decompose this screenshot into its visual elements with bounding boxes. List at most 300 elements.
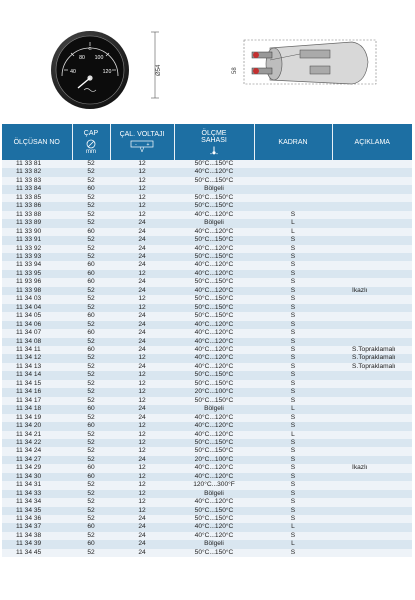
cell-dial: S xyxy=(254,498,332,506)
cell-product-no: 11 34 17 xyxy=(2,397,72,405)
cell-measure-range: 40°C...120°C xyxy=(174,473,254,481)
table-row xyxy=(2,270,412,278)
cell-product-no: 11 34 12 xyxy=(2,354,72,362)
table-header-row xyxy=(2,124,412,160)
cell-measure-range: 40°C...120°C xyxy=(174,414,254,422)
cell-diameter: 60 xyxy=(72,312,110,320)
table-row xyxy=(2,202,412,210)
cell-dial: S xyxy=(254,295,332,303)
cell-measure-range: 50°C...150°C xyxy=(174,380,254,388)
table-row xyxy=(2,507,412,515)
cell-dial xyxy=(254,177,332,185)
table-row xyxy=(2,304,412,312)
cell-dial: L xyxy=(254,540,332,548)
table-row xyxy=(2,236,412,244)
cell-description xyxy=(332,481,412,489)
cell-description xyxy=(332,295,412,303)
table-row xyxy=(2,287,412,295)
cell-description xyxy=(332,168,412,176)
cell-diameter: 60 xyxy=(72,185,110,193)
cell-measure-range: 50°C...150°C xyxy=(174,177,254,185)
cell-description xyxy=(332,439,412,447)
cell-product-no: 11 34 08 xyxy=(2,338,72,346)
cell-description xyxy=(332,329,412,337)
cell-diameter: 60 xyxy=(72,346,110,354)
cell-diameter: 52 xyxy=(72,431,110,439)
cell-voltage: 12 xyxy=(110,481,174,489)
cell-product-no: 11 93 96 xyxy=(2,278,72,286)
cell-diameter: 52 xyxy=(72,245,110,253)
cell-description xyxy=(332,532,412,540)
cell-diameter: 52 xyxy=(72,532,110,540)
cell-voltage: 12 xyxy=(110,354,174,362)
cell-description xyxy=(332,160,412,168)
cell-diameter: 52 xyxy=(72,177,110,185)
cell-description xyxy=(332,312,412,320)
cell-description xyxy=(332,397,412,405)
cell-voltage: 12 xyxy=(110,270,174,278)
header-description: AÇIKLAMA xyxy=(332,124,412,160)
table-row xyxy=(2,211,412,219)
table-row xyxy=(2,261,412,269)
cell-voltage: 12 xyxy=(110,490,174,498)
cell-dial xyxy=(254,185,332,193)
cell-diameter: 52 xyxy=(72,380,110,388)
cell-product-no: 11 34 45 xyxy=(2,549,72,557)
cell-description: İkazlı xyxy=(332,287,412,295)
svg-text:-: - xyxy=(135,141,137,148)
table-row xyxy=(2,321,412,329)
cell-description xyxy=(332,540,412,548)
table-row xyxy=(2,464,412,472)
cell-measure-range: 50°C...150°C xyxy=(174,304,254,312)
table-row xyxy=(2,295,412,303)
cell-voltage: 12 xyxy=(110,185,174,193)
cell-measure-range: 50°C...150°C xyxy=(174,312,254,320)
cell-product-no: 11 34 20 xyxy=(2,422,72,430)
cell-product-no: 11 34 05 xyxy=(2,312,72,320)
cell-description xyxy=(332,270,412,278)
cell-measure-range: 40°C...120°C xyxy=(174,287,254,295)
cell-product-no: 11 34 15 xyxy=(2,380,72,388)
header-product-no: ÖLÇÜSAN NO xyxy=(2,124,72,160)
gauge-side-view-image xyxy=(240,30,380,100)
cell-voltage: 12 xyxy=(110,168,174,176)
cell-description xyxy=(332,414,412,422)
cell-dial: S xyxy=(254,236,332,244)
gauge-top-mark: C xyxy=(88,46,92,51)
cell-product-no: 11 33 90 xyxy=(2,228,72,236)
table-row xyxy=(2,380,412,388)
cell-dial: S xyxy=(254,380,332,388)
cell-diameter: 52 xyxy=(72,456,110,464)
table-row xyxy=(2,515,412,523)
cell-description xyxy=(332,549,412,557)
header-dial: KADRAN xyxy=(254,124,332,160)
cell-diameter: 60 xyxy=(72,464,110,472)
cell-dial: S xyxy=(254,245,332,253)
header-diameter: ÇAP mm xyxy=(72,124,110,160)
cell-measure-range: 40°C...120°C xyxy=(174,228,254,236)
cell-diameter: 60 xyxy=(72,228,110,236)
cell-dial: S xyxy=(254,490,332,498)
cell-dial: S xyxy=(254,321,332,329)
cell-measure-range: 50°C...150°C xyxy=(174,515,254,523)
cell-dial: S xyxy=(254,397,332,405)
cell-product-no: 11 34 39 xyxy=(2,540,72,548)
cell-product-no: 11 34 38 xyxy=(2,532,72,540)
cell-diameter: 52 xyxy=(72,160,110,168)
table-body xyxy=(2,160,412,557)
cell-dial: S xyxy=(254,439,332,447)
cell-product-no: 11 34 14 xyxy=(2,371,72,379)
cell-dial: S xyxy=(254,304,332,312)
cell-dial: S xyxy=(254,515,332,523)
cell-measure-range: 40°C...120°C xyxy=(174,261,254,269)
table-row xyxy=(2,253,412,261)
cell-product-no: 11 34 16 xyxy=(2,388,72,396)
table-row xyxy=(2,549,412,557)
cell-voltage: 24 xyxy=(110,515,174,523)
cell-diameter: 52 xyxy=(72,168,110,176)
cell-diameter: 52 xyxy=(72,490,110,498)
cell-dial: S xyxy=(254,287,332,295)
cell-description xyxy=(332,185,412,193)
table-row xyxy=(2,329,412,337)
cell-measure-range: 40°C...120°C xyxy=(174,498,254,506)
table-row xyxy=(2,338,412,346)
cell-description xyxy=(332,388,412,396)
cell-product-no: 11 33 82 xyxy=(2,168,72,176)
table-row xyxy=(2,177,412,185)
table-row xyxy=(2,160,412,168)
cell-diameter: 52 xyxy=(72,388,110,396)
cell-dial: S xyxy=(254,329,332,337)
cell-measure-range: 40°C...120°C xyxy=(174,211,254,219)
cell-voltage: 24 xyxy=(110,287,174,295)
cell-voltage: 24 xyxy=(110,245,174,253)
cell-diameter: 60 xyxy=(72,405,110,413)
cell-dial xyxy=(254,160,332,168)
cell-dial xyxy=(254,194,332,202)
cell-measure-range: 50°C...150°C xyxy=(174,253,254,261)
cell-voltage: 24 xyxy=(110,540,174,548)
cell-measure-range: 40°C...120°C xyxy=(174,363,254,371)
cell-description xyxy=(332,194,412,202)
cell-voltage: 12 xyxy=(110,304,174,312)
cell-measure-range: 50°C...150°C xyxy=(174,295,254,303)
cell-voltage: 24 xyxy=(110,253,174,261)
cell-description xyxy=(332,498,412,506)
cell-dial: S xyxy=(254,549,332,557)
table-row xyxy=(2,540,412,548)
table-row xyxy=(2,439,412,447)
table-row xyxy=(2,228,412,236)
table-row xyxy=(2,194,412,202)
cell-product-no: 11 33 98 xyxy=(2,287,72,295)
thermometer-icon xyxy=(209,146,219,155)
product-illustration-area xyxy=(0,0,415,120)
cell-voltage: 12 xyxy=(110,371,174,379)
cell-diameter: 60 xyxy=(72,523,110,531)
cell-measure-range: 50°C...150°C xyxy=(174,447,254,455)
cell-measure-range: 40°C...120°C xyxy=(174,422,254,430)
cell-measure-range: 40°C...120°C xyxy=(174,245,254,253)
cell-voltage: 12 xyxy=(110,202,174,210)
cell-description xyxy=(332,490,412,498)
cell-description xyxy=(332,338,412,346)
cell-product-no: 11 33 88 xyxy=(2,211,72,219)
cell-dial: S xyxy=(254,422,332,430)
cell-voltage: 24 xyxy=(110,523,174,531)
cell-voltage: 12 xyxy=(110,498,174,506)
table-row xyxy=(2,447,412,455)
cell-diameter: 52 xyxy=(72,304,110,312)
cell-product-no: 11 34 07 xyxy=(2,329,72,337)
cell-voltage: 24 xyxy=(110,228,174,236)
cell-description xyxy=(332,177,412,185)
cell-measure-range: 50°C...150°C xyxy=(174,371,254,379)
cell-description: S.Topraklamalı xyxy=(332,363,412,371)
cell-voltage: 24 xyxy=(110,549,174,557)
cell-measure-range: Bölgeli xyxy=(174,219,254,227)
cell-dial: S xyxy=(254,481,332,489)
table-row xyxy=(2,388,412,396)
cell-voltage: 24 xyxy=(110,346,174,354)
cell-measure-range: 40°C...120°C xyxy=(174,431,254,439)
cell-measure-range: 40°C...120°C xyxy=(174,168,254,176)
cell-product-no: 11 34 35 xyxy=(2,507,72,515)
cell-voltage: 24 xyxy=(110,236,174,244)
cell-description xyxy=(332,211,412,219)
cell-diameter: 52 xyxy=(72,507,110,515)
cell-measure-range: 20°C...100°C xyxy=(174,456,254,464)
cell-product-no: 11 34 21 xyxy=(2,431,72,439)
cell-description xyxy=(332,261,412,269)
cell-product-no: 11 34 04 xyxy=(2,304,72,312)
cell-dial: S xyxy=(254,346,332,354)
cell-dial: S xyxy=(254,312,332,320)
cell-voltage: 12 xyxy=(110,464,174,472)
cell-product-no: 11 34 36 xyxy=(2,515,72,523)
cell-dial: S xyxy=(254,338,332,346)
cell-diameter: 52 xyxy=(72,481,110,489)
cell-description: S.Topraklamalı xyxy=(332,346,412,354)
cell-diameter: 52 xyxy=(72,202,110,210)
table-row xyxy=(2,312,412,320)
cell-measure-range: 40°C...120°C xyxy=(174,338,254,346)
cell-product-no: 11 34 06 xyxy=(2,321,72,329)
cell-voltage: 12 xyxy=(110,380,174,388)
cell-description xyxy=(332,304,412,312)
cell-dial: L xyxy=(254,405,332,413)
table-row xyxy=(2,414,412,422)
cell-measure-range: 50°C...150°C xyxy=(174,194,254,202)
cell-voltage: 12 xyxy=(110,211,174,219)
cell-measure-range: 120°C...300°F xyxy=(174,481,254,489)
cell-voltage: 12 xyxy=(110,439,174,447)
cell-product-no: 11 33 83 xyxy=(2,177,72,185)
cell-product-no: 11 34 03 xyxy=(2,295,72,303)
cell-diameter: 52 xyxy=(72,363,110,371)
cell-diameter: 52 xyxy=(72,447,110,455)
cell-product-no: 11 33 92 xyxy=(2,245,72,253)
cell-dial: S xyxy=(254,261,332,269)
cell-dial: S xyxy=(254,456,332,464)
cell-description xyxy=(332,380,412,388)
cell-dial xyxy=(254,168,332,176)
cell-dial: L xyxy=(254,431,332,439)
cell-description xyxy=(332,202,412,210)
cell-diameter: 52 xyxy=(72,515,110,523)
battery-icon xyxy=(130,140,154,148)
cell-diameter: 52 xyxy=(72,211,110,219)
table-row xyxy=(2,523,412,531)
table-row xyxy=(2,481,412,489)
gauge-scale-label: 120 xyxy=(102,69,112,75)
cell-diameter: 52 xyxy=(72,549,110,557)
cell-dial: S xyxy=(254,363,332,371)
cell-diameter: 52 xyxy=(72,414,110,422)
cell-measure-range: 40°C...120°C xyxy=(174,354,254,362)
cell-voltage: 24 xyxy=(110,219,174,227)
header-voltage: ÇAL. VOLTAJI - + V xyxy=(110,124,174,160)
table-row xyxy=(2,473,412,481)
cell-product-no: 11 33 86 xyxy=(2,202,72,210)
cell-measure-range: 40°C...120°C xyxy=(174,321,254,329)
cell-product-no: 11 34 11 xyxy=(2,346,72,354)
cell-dial: S xyxy=(254,532,332,540)
cell-description xyxy=(332,447,412,455)
cell-diameter: 60 xyxy=(72,473,110,481)
cell-dial: S xyxy=(254,270,332,278)
cell-measure-range: 50°C...150°C xyxy=(174,160,254,168)
cell-voltage: 24 xyxy=(110,312,174,320)
temperature-gauge-front-image xyxy=(40,26,148,112)
cell-measure-range: 50°C...150°C xyxy=(174,397,254,405)
cell-dial: L xyxy=(254,228,332,236)
svg-text:+: + xyxy=(146,141,150,148)
cell-voltage: 12 xyxy=(110,447,174,455)
cell-voltage: 24 xyxy=(110,321,174,329)
cell-voltage: 12 xyxy=(110,295,174,303)
table-row xyxy=(2,397,412,405)
cell-measure-range: 40°C...120°C xyxy=(174,464,254,472)
cell-description xyxy=(332,371,412,379)
table-row xyxy=(2,532,412,540)
cell-measure-range: 40°C...120°C xyxy=(174,346,254,354)
cell-product-no: 11 34 37 xyxy=(2,523,72,531)
cell-dial: S xyxy=(254,464,332,472)
cell-diameter: 60 xyxy=(72,270,110,278)
cell-measure-range: 40°C...120°C xyxy=(174,532,254,540)
cell-voltage: 12 xyxy=(110,177,174,185)
cell-dial: S xyxy=(254,211,332,219)
cell-dial: S xyxy=(254,447,332,455)
cell-product-no: 11 33 93 xyxy=(2,253,72,261)
cell-description xyxy=(332,523,412,531)
cell-description xyxy=(332,236,412,244)
cell-description xyxy=(332,507,412,515)
table-row xyxy=(2,278,412,286)
cell-description xyxy=(332,321,412,329)
depth-label: 58 xyxy=(232,67,238,74)
cell-diameter: 60 xyxy=(72,278,110,286)
cell-description xyxy=(332,228,412,236)
cell-measure-range: 40°C...120°C xyxy=(174,523,254,531)
cell-voltage: 24 xyxy=(110,532,174,540)
cell-voltage: 24 xyxy=(110,363,174,371)
cell-measure-range: Bölgeli xyxy=(174,490,254,498)
cell-description: İkazlı xyxy=(332,464,412,472)
cell-description xyxy=(332,431,412,439)
cell-description xyxy=(332,219,412,227)
table-row xyxy=(2,456,412,464)
cell-dial: S xyxy=(254,354,332,362)
cell-product-no: 11 33 95 xyxy=(2,270,72,278)
cell-diameter: 52 xyxy=(72,439,110,447)
cell-measure-range: Bölgeli xyxy=(174,405,254,413)
cell-voltage: 24 xyxy=(110,278,174,286)
cell-dial: S xyxy=(254,371,332,379)
cell-diameter: 52 xyxy=(72,295,110,303)
gauge-scale-label: 100 xyxy=(94,55,104,61)
cell-product-no: 11 33 94 xyxy=(2,261,72,269)
cell-measure-range: Bölgeli xyxy=(174,185,254,193)
cell-voltage: 12 xyxy=(110,388,174,396)
cell-description xyxy=(332,245,412,253)
table-row xyxy=(2,363,412,371)
cell-voltage: 12 xyxy=(110,422,174,430)
cell-voltage: 24 xyxy=(110,338,174,346)
cell-voltage: 24 xyxy=(110,261,174,269)
table-row xyxy=(2,498,412,506)
cell-measure-range: 50°C...150°C xyxy=(174,507,254,515)
cell-voltage: 12 xyxy=(110,397,174,405)
cell-voltage: 12 xyxy=(110,473,174,481)
cell-voltage: 24 xyxy=(110,414,174,422)
cell-diameter: 52 xyxy=(72,371,110,379)
cell-diameter: 52 xyxy=(72,253,110,261)
cell-diameter: 52 xyxy=(72,219,110,227)
table-row xyxy=(2,168,412,176)
cell-description xyxy=(332,515,412,523)
table-row xyxy=(2,219,412,227)
table-row xyxy=(2,431,412,439)
cell-diameter: 52 xyxy=(72,194,110,202)
cell-product-no: 11 33 85 xyxy=(2,194,72,202)
cell-description xyxy=(332,278,412,286)
cell-product-no: 11 33 84 xyxy=(2,185,72,193)
cell-dial: L xyxy=(254,219,332,227)
cell-description xyxy=(332,405,412,413)
cell-dial: S xyxy=(254,414,332,422)
cell-product-no: 11 34 34 xyxy=(2,498,72,506)
table-row xyxy=(2,490,412,498)
cell-diameter: 52 xyxy=(72,338,110,346)
cell-product-no: 11 34 31 xyxy=(2,481,72,489)
cell-dial xyxy=(254,202,332,210)
cell-voltage: 24 xyxy=(110,329,174,337)
cell-product-no: 11 34 22 xyxy=(2,439,72,447)
cell-diameter: 52 xyxy=(72,287,110,295)
cell-dial: S xyxy=(254,253,332,261)
cell-product-no: 11 34 33 xyxy=(2,490,72,498)
cell-measure-range: 50°C...150°C xyxy=(174,278,254,286)
diameter-label: Ø54 xyxy=(156,64,162,76)
cell-product-no: 11 34 30 xyxy=(2,473,72,481)
cell-product-no: 11 34 27 xyxy=(2,456,72,464)
